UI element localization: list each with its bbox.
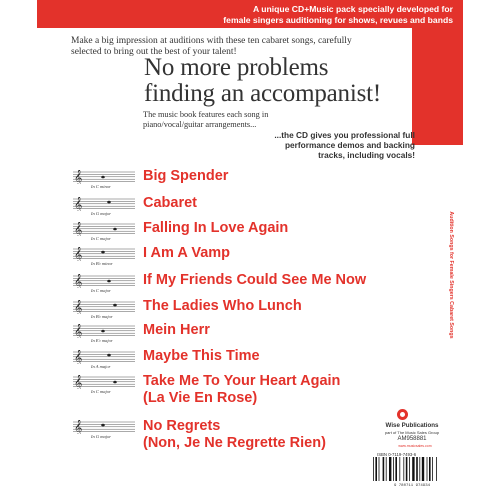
song-key-label: In E♭ major — [91, 338, 113, 343]
barcode-bar — [375, 457, 377, 481]
song-title-main: Cabaret — [143, 195, 197, 211]
barcode-bar — [399, 457, 400, 481]
note-icon — [107, 280, 111, 283]
song-title — [143, 195, 197, 212]
song-title — [143, 373, 340, 407]
song-row — [73, 373, 403, 406]
treble-clef-icon: 𝄞 — [74, 324, 83, 338]
song-title-main: I Am A Vamp — [143, 245, 231, 261]
song-key-label: In B♭ major — [91, 314, 113, 319]
song-key-label: In B♭ minor — [91, 261, 113, 266]
music-staff-icon — [73, 300, 135, 322]
banner-line-1: A unique CD+Music pack specially developed for — [252, 4, 453, 14]
song-row — [73, 195, 403, 221]
song-title-main: If My Friends Could See Me Now — [143, 272, 367, 288]
note-icon — [101, 251, 105, 254]
treble-clef-icon: 𝄞 — [74, 247, 83, 261]
treble-clef-icon: 𝄞 — [74, 274, 83, 288]
spine-text — [445, 160, 457, 390]
song-title — [143, 245, 230, 262]
song-title — [143, 298, 302, 315]
publisher-group: part of The Music Sales Group — [384, 430, 440, 435]
song-key-label: In C minor — [91, 184, 111, 189]
song-title-subtitle: (Non, Je Ne Regrette Rien) — [143, 435, 326, 451]
barcode-bar — [416, 457, 418, 481]
barcode-bar — [395, 457, 397, 481]
treble-clef-icon: 𝄞 — [74, 350, 83, 364]
song-row — [73, 348, 403, 374]
note-icon — [113, 304, 117, 307]
publisher-url: www.musicsales.com — [398, 444, 432, 448]
note-icon — [113, 228, 117, 231]
song-title — [143, 272, 366, 289]
barcode-bar — [427, 457, 428, 481]
banner-line-2: female singers auditioning for shows, revues and bands — [223, 15, 453, 25]
note-icon — [101, 424, 105, 427]
song-row — [73, 298, 403, 324]
note-icon — [101, 176, 105, 179]
treble-clef-icon: 𝄞 — [74, 222, 83, 236]
song-row — [73, 322, 403, 348]
note-icon — [107, 354, 111, 357]
song-row — [73, 168, 403, 194]
song-title-subtitle: (La Vie En Rose) — [143, 390, 258, 406]
music-staff-icon — [73, 324, 135, 346]
song-title-main: Big Spender — [143, 168, 229, 184]
barcode-bar — [403, 457, 404, 481]
song-title — [143, 322, 210, 339]
treble-clef-icon: 𝄞 — [74, 197, 83, 211]
headline-line-2: finding an accompanist! — [144, 80, 381, 107]
music-staff-icon — [73, 375, 135, 397]
barcode-bar — [383, 457, 385, 481]
treble-clef-icon: 𝄞 — [74, 375, 83, 389]
song-title-main: Falling In Love Again — [143, 220, 289, 236]
music-staff-icon — [73, 222, 135, 244]
treble-clef-icon: 𝄞 — [74, 170, 83, 184]
music-staff-icon — [73, 350, 135, 372]
song-title — [143, 220, 288, 237]
barcode-digits: 9 780711 974934 — [393, 484, 431, 487]
barcode-bar — [436, 457, 437, 481]
song-title — [143, 348, 260, 365]
order-number: AM958881 — [397, 436, 427, 442]
top-banner — [37, 0, 463, 28]
song-key-label: In G major — [91, 434, 111, 439]
song-row — [73, 418, 403, 451]
barcode-bar — [419, 457, 420, 481]
headline-line-1: No more problems — [144, 54, 329, 81]
treble-clef-icon: 𝄞 — [74, 420, 83, 434]
song-key-label: In C major — [91, 288, 111, 293]
barcode-bar — [406, 457, 408, 481]
music-book-description: The music book features each song in piano/vocal/guitar arrangements... — [143, 110, 269, 129]
song-key-label: In C major — [91, 236, 111, 241]
barcode-bar — [429, 457, 431, 481]
music-staff-icon — [73, 170, 135, 192]
song-key-label: In G major — [91, 211, 111, 216]
isbn-label: ISBN 0-7119-7493-6 — [377, 452, 417, 457]
music-staff-icon — [73, 420, 135, 442]
song-title-main: The Ladies Who Lunch — [143, 298, 302, 314]
note-icon — [107, 201, 111, 204]
cd-description: ...the CD gives you professional full performance demos and backing tracks, including vocals! — [274, 130, 415, 160]
barcode-bar — [409, 457, 410, 481]
music-staff-icon — [73, 197, 135, 219]
music-staff-icon — [73, 247, 135, 269]
song-title-main: Mein Herr — [143, 322, 210, 338]
publisher-logo-icon — [397, 409, 408, 420]
barcode-bar — [422, 457, 424, 481]
publisher-name: Wise Publications — [385, 422, 439, 429]
note-icon — [113, 381, 117, 384]
song-key-label: In C major — [91, 389, 111, 394]
spine-label: Audition Songs for Female Singers Cabaret Songs — [448, 211, 454, 339]
song-key-label: In A major — [91, 364, 111, 369]
barcode-bar — [389, 457, 391, 481]
song-title-main: Take Me To Your Heart Again — [143, 373, 341, 389]
song-title-main: Maybe This Time — [143, 348, 260, 364]
treble-clef-icon: 𝄞 — [74, 300, 83, 314]
barcode-bar — [379, 457, 380, 481]
barcode-bar — [412, 457, 414, 481]
song-row — [73, 272, 403, 298]
right-accent-band — [412, 28, 463, 145]
barcode-bar — [393, 457, 394, 481]
barcode — [371, 457, 453, 487]
headline — [144, 55, 404, 107]
song-row — [73, 245, 403, 271]
intro-text: Make a big impression at auditions with these ten cabaret songs, carefully selected to bring out the best of your talent! — [71, 36, 352, 57]
barcode-bar — [432, 457, 433, 481]
barcode-bar — [373, 457, 374, 481]
song-title — [143, 168, 228, 185]
song-row — [73, 220, 403, 246]
music-staff-icon — [73, 274, 135, 296]
song-title — [143, 418, 326, 452]
song-title-main: No Regrets — [143, 418, 221, 434]
note-icon — [101, 330, 105, 333]
back-cover — [37, 0, 463, 500]
barcode-bar — [386, 457, 387, 481]
